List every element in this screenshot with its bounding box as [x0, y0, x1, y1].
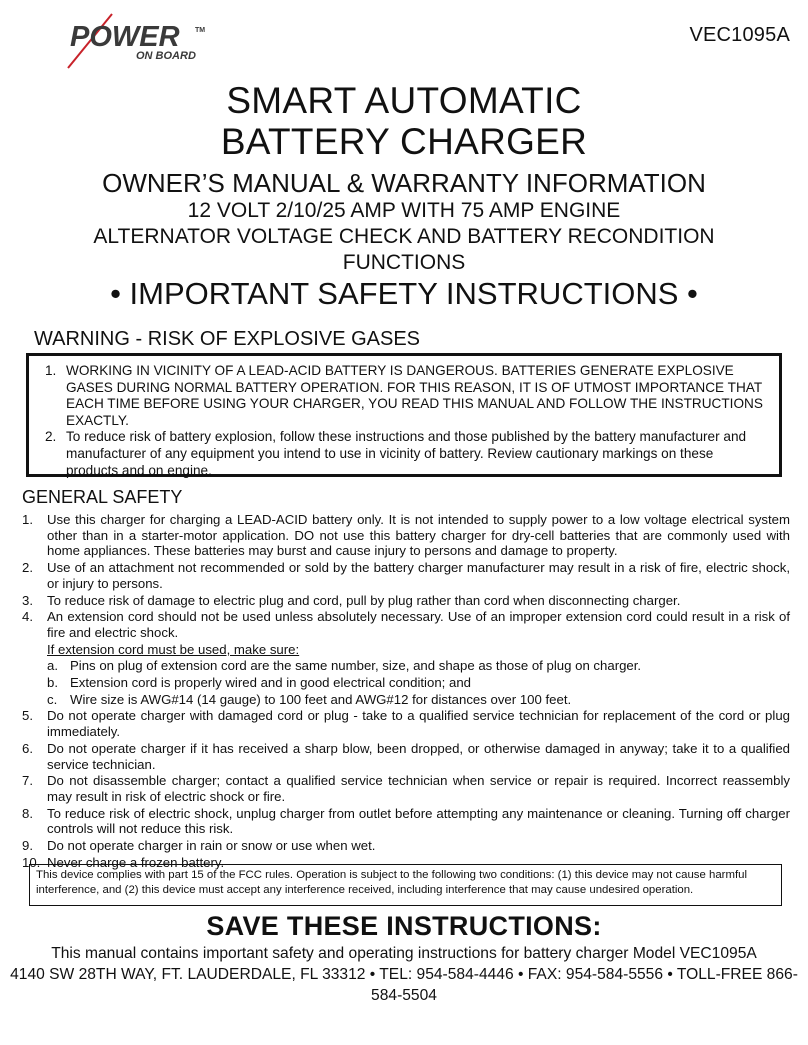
- model-number: VEC1095A: [689, 24, 790, 46]
- sub-list-item: [22, 658, 790, 674]
- item-number: 10.: [22, 854, 41, 870]
- item-number: 1.: [45, 363, 57, 378]
- document-subtitle: [0, 168, 808, 276]
- item-letter: a.: [47, 658, 58, 674]
- list-item: [22, 806, 790, 837]
- logo-graphic: [62, 12, 222, 72]
- fcc-notice: This device complies with part 15 of the FCC rules. Operation is subject to the following two conditions: (1) this device may not cause harmful interference, and (2) this device must accept any interference received, including interference that may cause undesired operation.: [29, 864, 782, 906]
- item-number: 6.: [22, 740, 33, 756]
- extension-cord-heading: If extension cord must be used, make sure:: [47, 641, 300, 657]
- logo-brand-main: POWER: [70, 21, 180, 53]
- general-safety-list: [22, 512, 790, 871]
- item-text: Do not disassemble charger; contact a qualified service technician when service or repair is required. Incorrect reassembly may result in risk of electric shock or fire.: [47, 773, 790, 804]
- item-letter: c.: [47, 691, 58, 707]
- subtitle-line-1: OWNER’S MANUAL & WARRANTY INFORMATION: [102, 168, 706, 198]
- item-number: 3.: [22, 592, 33, 608]
- save-instructions-heading: SAVE THESE INSTRUCTIONS:: [206, 911, 602, 941]
- warning-box: [26, 353, 782, 477]
- item-text: Do not operate charger in rain or snow or use when wet.: [47, 838, 376, 854]
- subtitle-line-2: 12 VOLT 2/10/25 AMP WITH 75 AMP ENGINE: [187, 199, 621, 222]
- item-text: Do not operate charger if it has received a sharp blow, been dropped, or otherwise damaged in anyway; take it to a qualified service technician.: [47, 740, 790, 772]
- item-letter: b.: [47, 675, 58, 691]
- list-item: [22, 708, 790, 739]
- title-line-2: BATTERY CHARGER: [220, 121, 588, 162]
- list-item: [22, 838, 790, 854]
- subtitle-line-3: ALTERNATOR VOLTAGE CHECK AND BATTERY RECONDITION: [93, 225, 715, 248]
- item-text: To reduce risk of electric shock, unplug charger from outlet before attempting any maintenance or cleaning. Turning off charger controls will not reduce this risk.: [47, 805, 790, 837]
- sub-list-item: [22, 692, 790, 708]
- item-number: 2.: [45, 429, 57, 445]
- item-text: Wire size is AWG#14 (14 gauge) to 100 feet and AWG#12 for distances over 100 feet.: [70, 691, 572, 707]
- list-item: [22, 593, 790, 609]
- item-number: 5.: [22, 708, 33, 724]
- important-safety-heading: • IMPORTANT SAFETY INSTRUCTIONS •: [110, 276, 698, 311]
- general-safety-heading: GENERAL SAFETY: [22, 487, 183, 507]
- item-text: Use of an attachment not recommended or sold by the battery charger manufacturer may result in a risk of fire, electric shock, or injury to persons.: [47, 560, 790, 591]
- power-on-board-logo: [62, 12, 222, 72]
- item-text: Use this charger for charging a LEAD-ACID battery only. It is not intended to supply power to a low voltage electrical system other than in a starter-motor application. DO not use this battery charger for dry-cell batteries that are commonly used with home appliances. These batteries may burst and cause injury to persons and damage to property.: [47, 512, 790, 559]
- item-text: To reduce risk of damage to electric plug and cord, pull by plug rather than cord when disconnecting charger.: [47, 592, 681, 608]
- footer: [0, 943, 808, 1006]
- item-number: 1.: [22, 512, 33, 527]
- list-item: [22, 609, 790, 640]
- item-text: An extension cord should not be used unless absolutely necessary. Use of an improper extension cord could result in a risk of fire and electric shock.: [47, 609, 790, 640]
- warning-item: [45, 363, 765, 429]
- item-number: 9.: [22, 838, 33, 854]
- list-item: [22, 512, 790, 559]
- item-number: 8.: [22, 805, 33, 821]
- item-text: Never charge a frozen battery.: [47, 854, 225, 870]
- item-text: WORKING IN VICINITY OF A LEAD-ACID BATTERY IS DANGEROUS. BATTERIES GENERATE EXPLOSIVE GASES DURING NORMAL BATTERY OPERATION. FOR THIS REASON, IT IS OF UTMOST IMPORTANCE THAT EACH TIME BEFORE USING YOUR CHARGER, YOU READ THIS MANUAL AND FOLLOW THE INSTRUCTIONS EXACTLY.: [66, 363, 763, 428]
- list-item: [22, 560, 790, 591]
- title-line-1: SMART AUTOMATIC: [226, 80, 582, 121]
- item-number: 4.: [22, 609, 33, 625]
- list-item: [22, 741, 790, 772]
- item-text: Pins on plug of extension cord are the same number, size, and shape as those of plug on charger.: [70, 658, 642, 674]
- item-text: Extension cord is properly wired and in good electrical condition; and: [70, 675, 471, 691]
- document-title: [0, 80, 808, 162]
- list-item: [22, 773, 790, 804]
- footer-line-1: This manual contains important safety and operating instructions for battery charger Model VEC1095A: [51, 945, 757, 962]
- item-text: Do not operate charger with damaged cord or plug - take to a qualified service technician for replacement of the cord or plug immediately.: [47, 708, 790, 740]
- logo-trademark: TM: [195, 27, 206, 34]
- item-number: 2.: [22, 560, 33, 576]
- footer-line-2: 4140 SW 28TH WAY, FT. LAUDERDALE, FL 33312 • TEL: 954-584-4446 • FAX: 954-584-5556 • TOLL-FREE 866-584-5504: [10, 966, 798, 1004]
- warning-item: [45, 429, 765, 479]
- logo-brand-sub: ON BOARD: [136, 50, 196, 62]
- subtitle-line-4: FUNCTIONS: [342, 251, 466, 274]
- warning-heading: WARNING - RISK OF EXPLOSIVE GASES: [34, 328, 421, 350]
- item-number: 7.: [22, 773, 33, 789]
- item-text: To reduce risk of battery explosion, follow these instructions and those published by the battery manufacturer and manufacturer of any equipment you intend to use in vicinity of battery. Review cautionary markings on these products and on engine.: [66, 429, 747, 478]
- warning-list: [45, 363, 765, 479]
- sub-list-item: [22, 675, 790, 691]
